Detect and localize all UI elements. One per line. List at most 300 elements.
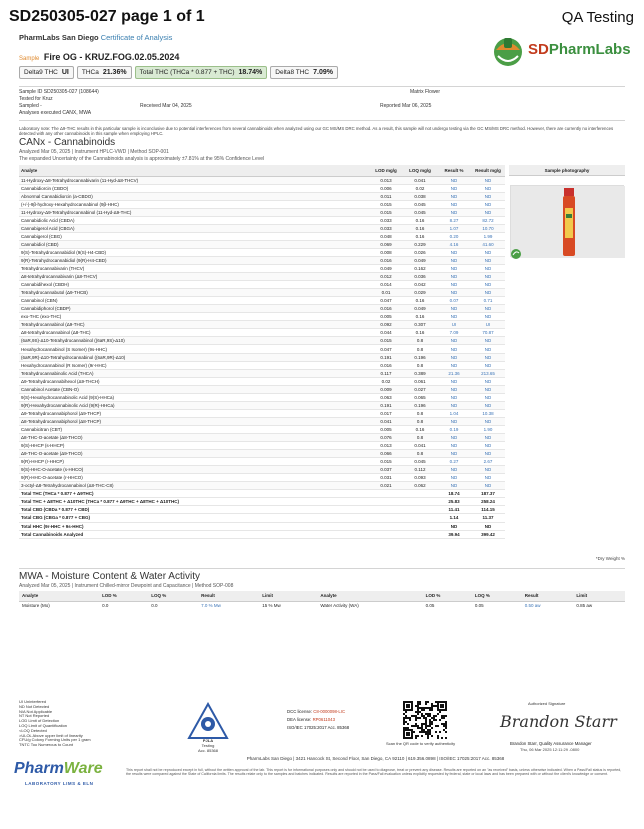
iso-accreditation: ISO/IEC 17025:2017 Acc. 85368 [287,724,350,730]
result-pct-cell: 4.16 [437,240,471,248]
sample-label: Sample [19,56,40,62]
loq-cell [403,506,437,514]
result-pct-cell: ND [437,281,471,289]
result-mg-cell: ND [471,208,505,216]
result-pct-cell: 11.41 [437,506,471,514]
total-row [19,522,505,530]
table-row [19,417,505,425]
dea-label: DEA license: [287,716,312,722]
result-pct-cell: ND [437,522,471,530]
result-mg-cell: 213.65 [471,369,505,377]
table-row [19,442,505,450]
pjla-name: PJLA [202,738,214,743]
result-mg-cell: ND [471,353,505,361]
analyte-cell: Cannabicitran (CBT) [19,425,369,433]
analyte-cell: Tetrahydrocannabinolic Acid (THCA) [19,369,369,377]
result-mg-cell: ND [471,305,505,313]
result-pct-cell: ND [437,442,471,450]
result-mg-cell: ND [471,474,505,482]
loq-cell: 0.8 [403,409,437,417]
lod-cell: 0.017 [369,409,403,417]
lod-cell: 0.044 [369,329,403,337]
table-row [19,305,505,313]
lod-cell: 0.041 [369,417,403,425]
analyte-cell: 9(S)-Hexahydrocannabinolic Acid (9(S)-HHCa) [19,393,369,401]
legend-item: <LOQ Detected [19,727,47,733]
result-mg-cell: 0.71 [471,297,505,305]
mwa-col: Analyte [19,591,99,601]
loq-cell: 0.045 [403,458,437,466]
summary-pills [19,66,338,79]
dea-value: RP0611043 [312,716,335,722]
table-row [19,192,505,200]
loq-cell: 0.196 [403,401,437,409]
lod-cell: 0.006 [369,184,403,192]
table-row [19,450,505,458]
loq-cell: 0.8 [403,417,437,425]
analyte-cell: Total THC + Δ8THC + Δ10THC (THCa * 0.877 + Δ9THC + Δ8THC + Δ10THC) [19,498,369,506]
analyte-cell: Hexahydrocannabinol (R Isomer) (9r-HHC) [19,361,369,369]
result-mg-cell: 258.24 [471,498,505,506]
result-mg-cell: ND [471,466,505,474]
mwa-row [19,601,625,610]
loq-cell [403,530,437,538]
lod-cell: 0.047 [369,297,403,305]
result-mg-cell: UI [471,321,505,329]
col-loq: LOQ mg/g [403,165,437,176]
lod-cell: 0.015 [369,208,403,216]
analyte-cell: Cannabigerol Acid (CBGA) [19,224,369,232]
table-row [19,361,505,369]
loq-cell: 0.16 [403,224,437,232]
mwa-col: LOQ % [148,591,198,601]
loq-cell: 0.8 [403,450,437,458]
analyte-cell: 9(R)-HHCP (r-HHCP) [19,458,369,466]
lab-name-text: PharmLabs San Diego [19,33,99,42]
table-row [19,200,505,208]
loq-cell: 0.062 [403,482,437,490]
result-mg-cell: ND [471,176,505,184]
loq-cell: 0.162 [403,265,437,273]
analyte-cell: 3-octyl-Δ8-Tetrahydrocannabinol (Δ8-THC-C8) [19,482,369,490]
analyte-cell: Total CBG (CBGa * 0.877 + CBG) [19,514,369,522]
lod-cell: 0.015 [369,337,403,345]
pill-value: 7.09% [313,69,333,76]
result-pct-cell: ND [437,313,471,321]
analyte-cell: 9(S)-Tetrahydrocannabidiol (9(S)-H4-CBD) [19,248,369,256]
analyte-cell: Δ8-tetrahydrocannabivarin (Δ8-THCV) [19,273,369,281]
result-mg-cell: 41.60 [471,240,505,248]
table-row [19,369,505,377]
loq-cell: 0.16 [403,329,437,337]
logo-sd: SD [528,41,549,58]
result-pct-cell: ND [437,289,471,297]
loq-cell: 0.8 [403,337,437,345]
loq-cell: 0.112 [403,466,437,474]
loq-cell: 0.307 [403,321,437,329]
lod-cell: 0.037 [369,466,403,474]
result-pct-cell: ND [437,466,471,474]
result-mg-cell: 2.67 [471,458,505,466]
lod-cell: 0.016 [369,256,403,264]
result-mg-cell: ND [471,345,505,353]
pjla-logo-icon [187,702,229,742]
loq-cell: 0.229 [403,240,437,248]
result-pct-cell: 1.07 [437,224,471,232]
analyte-cell: exo-THC (exo-THC) [19,313,369,321]
loq-cell: 0.041 [403,176,437,184]
result-pct-cell: ND [437,401,471,409]
result-mg-cell: ND [471,192,505,200]
analyte-cell: Δ8-Tetrahydrocannabiphorol (Δ8-THCP) [19,417,369,425]
table-row [19,184,505,192]
result-pct-cell: 18.74 [437,490,471,498]
pill-value: 18.74% [238,69,263,76]
result-pct-cell: ND [437,273,471,281]
analyte-cell: Tetrahydrocannabivarin (THCV) [19,265,369,273]
mwa-cell: 0.05 [425,603,435,609]
signature-image: Brandon Starr [500,712,617,731]
lod-cell [369,490,403,498]
dea-license [287,716,349,724]
analyte-cell: (+/-)-9β-hydroxy-Hexahydrocannabinol (9β-HHC) [19,200,369,208]
result-pct-cell: ND [437,337,471,345]
pill-label: THCa [81,69,99,76]
result-pct-cell: ND [437,208,471,216]
mwa-header-row [19,591,625,601]
lod-cell: 0.117 [369,369,403,377]
mwa-col: Result [198,591,259,601]
divider [19,568,625,569]
loq-cell: 0.8 [403,345,437,353]
table-row [19,265,505,273]
legend-item: CFU/g Colony Forming Units per 1 gram [19,737,91,743]
result-mg-cell: ND [471,248,505,256]
loq-cell [403,490,437,498]
result-mg-cell: 399.42 [471,530,505,538]
analyte-cell: Δ9-THC-O-acetate (Δ9-THCO) [19,450,369,458]
sample-name-text: Fire OG - KRUZ.FOG.02.05.2024 [43,52,180,62]
result-pct-cell: 8.27 [437,216,471,224]
loq-cell: 0.065 [403,393,437,401]
result-mg-cell: 1.90 [471,425,505,433]
mwa-table [19,591,625,610]
result-mg-cell: ND [471,442,505,450]
table-row [19,289,505,297]
table-row [19,321,505,329]
loq-cell: 0.16 [403,216,437,224]
lod-cell: 0.031 [369,474,403,482]
summary-pill [270,66,338,79]
lod-cell: 0.009 [369,385,403,393]
lod-cell [369,498,403,506]
result-mg-cell: 11.37 [471,514,505,522]
tested-for: Tested for Kruz [19,96,53,102]
lod-cell: 0.013 [369,176,403,184]
table-row [19,248,505,256]
lod-cell: 0.092 [369,321,403,329]
result-pct-cell: 25.83 [437,498,471,506]
loq-cell: 0.389 [403,369,437,377]
logo-rest: PharmLabs [548,41,631,58]
legend-item: N/A Not Applicable [19,708,53,714]
result-pct-cell: 1.14 [437,514,471,522]
loq-cell: 0.027 [403,385,437,393]
lod-cell: 0.015 [369,458,403,466]
result-mg-cell: ND [471,385,505,393]
table-row [19,281,505,289]
result-pct-cell: ND [437,361,471,369]
loq-cell: 0.049 [403,256,437,264]
mwa-col: LOD % [423,591,472,601]
lod-cell: 0.016 [369,305,403,313]
logo-text [528,41,631,58]
result-mg-cell: ND [471,522,505,530]
result-pct-cell: ND [437,434,471,442]
dry-weight-note: *Dry Weight % [595,556,625,561]
loq-cell [403,498,437,506]
loq-cell: 0.196 [403,353,437,361]
matrix: Matrix Flower [410,89,441,95]
legend-item: NT Not Reported [19,713,50,719]
mwa-cell: 15 % Mw [262,603,281,609]
sdpharmlabs-logo [490,32,630,72]
analyte-cell: 9(S)-HHC-O-acetate (s-HHCO) [19,466,369,474]
canx-title: CANx - Cannabinoids [19,137,116,148]
report-title: SD250305-027 page 1 of 1 [9,8,205,25]
result-mg-cell: ND [471,200,505,208]
result-mg-cell: ND [471,377,505,385]
loq-cell: 0.026 [403,248,437,256]
sampled: Sampled - [19,103,42,109]
result-mg-cell: ND [471,482,505,490]
received: Received Mar 04, 2025 [140,103,192,109]
legend-item: TNTC Too Numerous to Count [19,742,73,748]
summary-pill [135,66,268,79]
lod-cell: 0.066 [369,450,403,458]
table-row [19,273,505,281]
table-row [19,377,505,385]
dcc-license [287,708,349,716]
table-row [19,393,505,401]
signature-label: Authorized Signature [528,701,566,706]
loq-cell: 0.036 [403,273,437,281]
loq-cell: 0.041 [403,442,437,450]
table-row [19,232,505,240]
sample-name [19,52,179,62]
result-mg-cell: ND [471,265,505,273]
loq-cell [403,514,437,522]
mwa-cell: 0.05 [474,603,484,609]
result-pct-cell: 0.20 [437,232,471,240]
table-row [19,176,505,184]
signer-title: Brandon Starr, Quality Assurance Manager [510,741,592,746]
analyte-cell: Δ8-THC-O-acetate (Δ8-THCO) [19,434,369,442]
loq-cell: 0.038 [403,192,437,200]
analyte-cell: Δ9-Tetrahydrocannabiphorol (Δ9-THCP) [19,409,369,417]
brand-pharm: Pharm [14,760,64,777]
sample-id: Sample ID SD250305-027 (108644) [19,89,99,95]
total-row [19,514,505,522]
mwa-cell: 0.50 aw [524,603,541,609]
lod-cell: 0.033 [369,216,403,224]
pill-value: 21.36% [102,69,127,76]
mwa-cell: 0.85 aw [576,603,593,609]
mwa-col: LOD % [99,591,148,601]
analyte-cell: Cannabinol Acetate (CBN-O) [19,385,369,393]
mwa-cell: 0.0 [102,603,109,609]
analyte-cell: 9(R)-HHC-O-acetate (r-HHCO) [19,474,369,482]
lod-cell: 0.02 [369,377,403,385]
table-row [19,224,505,232]
result-mg-cell: 70.87 [471,329,505,337]
result-pct-cell: 0.19 [437,425,471,433]
result-mg-cell: 10.38 [471,409,505,417]
result-mg-cell: ND [471,184,505,192]
lod-cell: 0.01 [369,289,403,297]
divider [19,86,625,87]
analyte-cell: 11-Hydroxy-Δ9-Tetrahydrocannabinol (11-Hyd-Δ9-THC) [19,208,369,216]
table-row [19,240,505,248]
table-row [19,208,505,216]
mwa-cell: Moisture (Mo) [22,603,50,609]
reported: Reported Mar 06, 2025 [380,103,432,109]
loq-cell: 0.8 [403,361,437,369]
lod-cell: 0.191 [369,401,403,409]
table-row [19,313,505,321]
mwa-col: LOQ % [472,591,522,601]
pjla-line1: Testing [201,742,215,748]
table-row [19,216,505,224]
logo-emblem-icon [490,32,526,72]
table-row [19,482,505,490]
table-row [19,256,505,264]
result-pct-cell: ND [437,377,471,385]
analyte-cell: Hexahydrocannabinol (S Isomer) (9s-HHC) [19,345,369,353]
result-pct-cell: 21.36 [437,369,471,377]
analyte-cell: Tetrahydrocannabinol (Δ9-THC) [19,321,369,329]
lod-cell: 0.049 [369,265,403,273]
mwa-analyzed: Analyzed Mar 05, 2025 | Instrument Chilled-mirror Dewpoint and Capacitance | Method SOP-008 [19,583,234,589]
lod-cell [369,530,403,538]
mwa-cell: 0.0 [151,603,158,609]
loq-cell: 0.049 [403,305,437,313]
pjla-line2: Acc. 85368 [197,747,218,753]
total-row [19,530,505,538]
sample-photo [510,185,624,257]
lod-cell: 0.048 [369,232,403,240]
disclaimer: This report shall not be reproduced except in full, without the written approval of the lab. This report is for informational purposes only and should not be used to diagnose, treat or prevent any disease. Results are reported on an "as received" basis, unless otherwise indicated. When a Pass/Fail status is reported, the results were compared against the State of California limits. The results relate only to the samples and batches indicated. Results are reported in the Pass/Fail evaluation unless explicitly requested by federal, state or local laws and has been prepared with or without the client's knowledge or consent. [126,768,622,777]
result-mg-cell: 82.72 [471,216,505,224]
legend-item: UI Uninterfered [19,699,47,704]
result-mg-cell: ND [471,281,505,289]
mwa-cell: Water Activity (WA) [320,603,359,609]
lod-cell: 0.021 [369,482,403,490]
lod-cell: 0.005 [369,313,403,321]
mwa-cell: 7.0 % Mw [201,603,221,609]
loq-cell: 0.045 [403,208,437,216]
result-pct-cell: ND [437,192,471,200]
loq-cell: 0.045 [403,200,437,208]
result-pct-cell: ND [437,200,471,208]
analyte-cell: Cannabigerol (CBG) [19,232,369,240]
table-row [19,434,505,442]
qa-testing-label: QA Testing [561,9,634,26]
leaf-badge-icon [510,248,522,260]
table-row [19,353,505,361]
loq-cell: 0.16 [403,297,437,305]
result-pct-cell: ND [437,265,471,273]
coa-label: Certificate of Analysis [100,33,173,42]
legend-item: ND Not Detected [19,703,50,709]
result-pct-cell: ND [437,482,471,490]
loq-cell: 0.16 [403,313,437,321]
result-mg-cell: ND [471,289,505,297]
lod-cell [369,514,403,522]
loq-cell: 0.02 [403,184,437,192]
analyte-cell: Cannabidiolic Acid (CBDA) [19,216,369,224]
col-lod: LOD mg/g [369,165,403,176]
loq-cell: 0.042 [403,281,437,289]
analyte-cell: (6aR,9S)-Δ10-Tetrahydrocannabinol ((6aR,9S)-Δ10) [19,337,369,345]
table-row [19,466,505,474]
result-mg-cell: ND [471,256,505,264]
result-pct-cell: 0.27 [437,458,471,466]
mwa-title: MWA - Moisture Content & Water Activity [19,571,200,582]
result-pct-cell: ND [437,184,471,192]
result-mg-cell: ND [471,313,505,321]
lod-cell: 0.063 [369,393,403,401]
analyte-cell: Total HHC (9r-HHC + 9s-HHC) [19,522,369,530]
lod-cell [369,522,403,530]
result-mg-cell: 114.15 [471,506,505,514]
total-row [19,490,505,498]
lod-cell: 0.033 [369,224,403,232]
loq-cell: 0.8 [403,434,437,442]
canx-uncertainty: The expanded Uncertainty of the Cannabinoids analysis is approximately ±7.81% at the 95% Confidence Level [19,156,265,162]
table-row [19,297,505,305]
total-row [19,506,505,514]
analyses-executed: Analyses executed CANX, MWA [19,110,92,116]
analyte-cell: Cannabidiol (CBD) [19,240,369,248]
result-pct-cell: ND [437,345,471,353]
mwa-col: Analyte [317,591,422,601]
lod-cell: 0.011 [369,192,403,200]
col-result-pct: Result % [437,165,471,176]
analyte-cell: Total Cannabinoids Analyzed [19,530,369,538]
result-pct-cell: 1.04 [437,409,471,417]
sample-tube-image [511,186,625,258]
licenses [287,708,349,731]
analyte-cell: Cannabinol (CBN) [19,297,369,305]
legend [19,700,91,748]
lod-cell: 0.008 [369,248,403,256]
table-row [19,385,505,393]
analyte-cell: 9(S)-HHCP (s-HHCP) [19,442,369,450]
pill-label: Total THC (THCa * 0.877 + THC) [139,69,235,76]
analyte-cell: Total CBD (CBDa * 0.877 + CBD) [19,506,369,514]
analyte-cell: 11-Hydroxy-Δ8-Tetrahydrocannabivarin (11-Hyd-Δ8-THCV) [19,176,369,184]
result-pct-cell: 0.07 [437,297,471,305]
result-mg-cell: ND [471,450,505,458]
lod-cell: 0.015 [369,200,403,208]
analyte-cell: Δ8-tetrahydrocannabinol (Δ8-THC) [19,329,369,337]
legend-item: >ULOL Above upper limit of linearity [19,732,83,738]
qr-code-icon[interactable] [403,701,447,739]
result-mg-cell: ND [471,434,505,442]
divider [19,120,625,121]
lab-note: Laboratory note: The Δ9-THC results in this particular sample is inconclusive due to potential interferences from several cannabinoids when analyzed using our GC MS/MS DRC method. As a result, this sample will not undergo testing via the GC MS/MS DRC method. However, there are currently no interferences detected with any other cannabinoids in this sample when employing HPLC. [19,126,614,137]
